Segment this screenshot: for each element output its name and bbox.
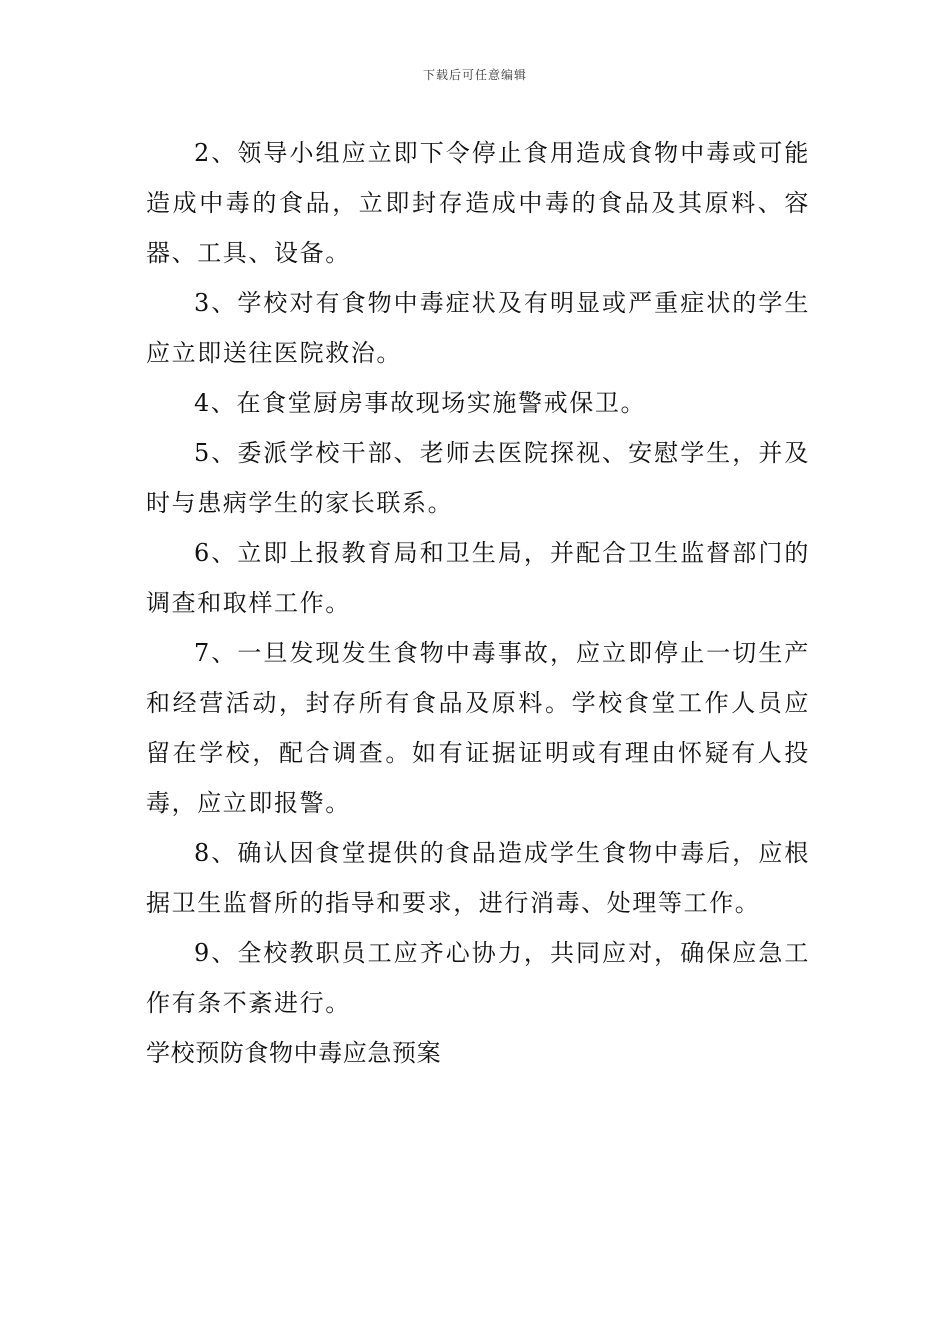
- paragraph-item-3: 3、学校对有食物中毒症状及有明显或严重症状的学生应立即送往医院救治。: [146, 289, 810, 367]
- paragraph-item-2: 2、领导小组应立即下令停止食用造成食物中毒或可能造成中毒的食品，立即封存造成中毒的食品及其原料、容器、工具、设备。: [146, 139, 810, 267]
- closing-title: 学校预防食物中毒应急预案: [146, 1039, 442, 1067]
- document-body: [146, 128, 810, 1078]
- paragraph-item-7: 7、一旦发现发生食物中毒事故，应立即停止一切生产和经营活动，封存所有食品及原料。学校食堂工作人员应留在学校，配合调查。如有证据证明或有理由怀疑有人投毒，应立即报警。: [146, 639, 810, 817]
- header-note: 下载后可任意编辑: [422, 68, 527, 82]
- paragraph-item-5: 5、委派学校干部、老师去医院探视、安慰学生，并及时与患病学生的家长联系。: [146, 439, 810, 517]
- paragraph-item-9: 9、全校教职员工应齐心协力，共同应对，确保应急工作有条不紊进行。: [146, 939, 810, 1017]
- paragraph-item-4: 4、在食堂厨房事故现场实施警戒保卫。: [194, 389, 647, 417]
- paragraph-item-8: 8、确认因食堂提供的食品造成学生食物中毒后，应根据卫生监督所的指导和要求，进行消毒、处理等工作。: [146, 839, 810, 917]
- paragraph-item-6: 6、立即上报教育局和卫生局，并配合卫生监督部门的调查和取样工作。: [146, 539, 810, 617]
